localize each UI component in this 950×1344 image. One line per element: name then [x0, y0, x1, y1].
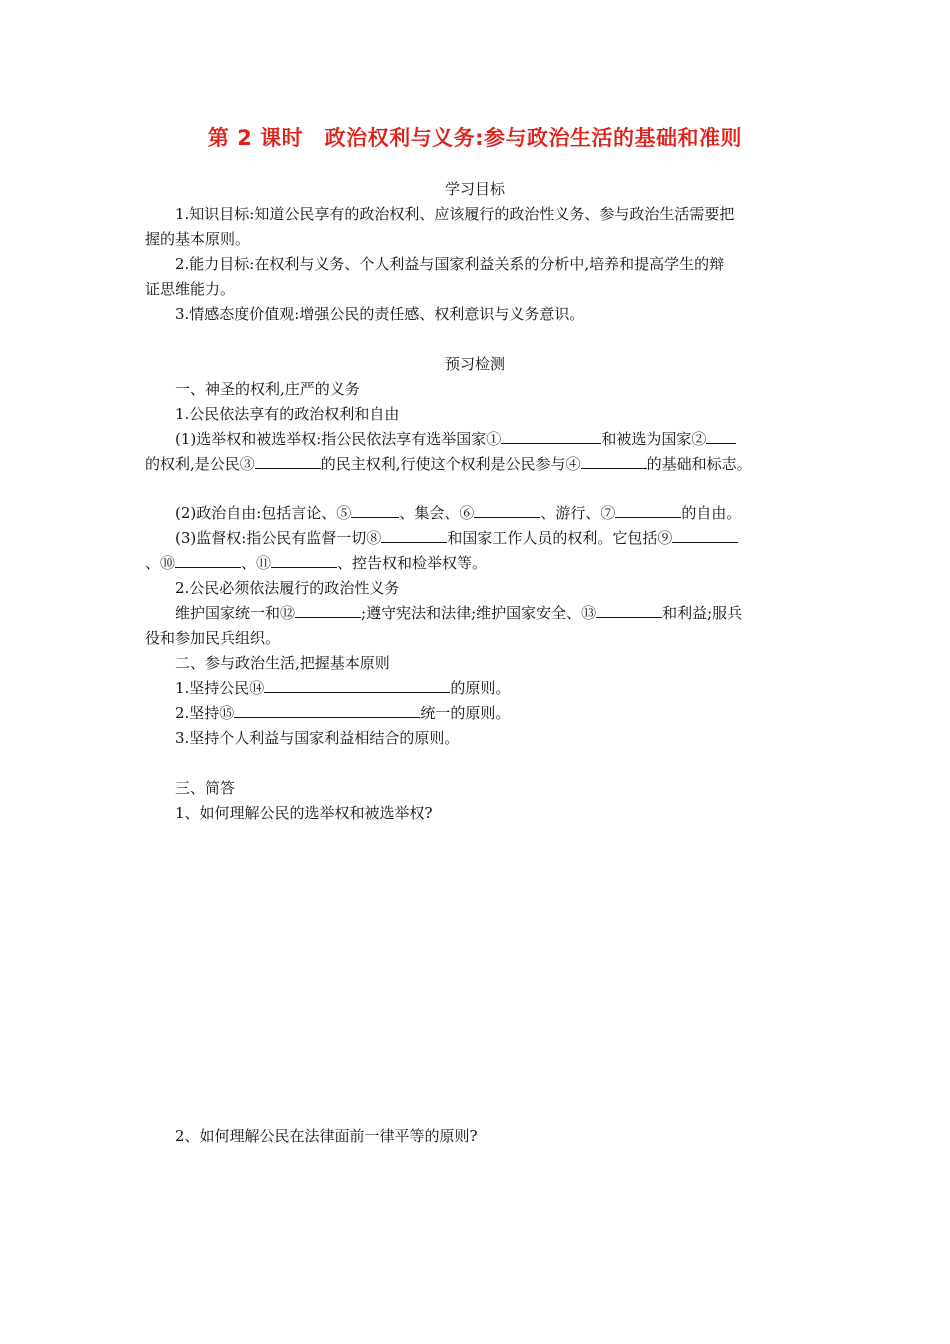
page-title: 第 2 课时 政治权利与义务:参与政治生活的基础和准则 — [207, 126, 743, 150]
question-1-text-b: 和被选为国家② — [601, 430, 707, 448]
blank-8[interactable] — [381, 528, 447, 543]
question-2-text-b: 、集会、⑥ — [399, 504, 475, 522]
blank-12[interactable] — [295, 603, 361, 618]
question-1-text-c: 的权利,是公民③ — [145, 455, 255, 473]
blank-5[interactable] — [351, 503, 399, 518]
principle-2 — [175, 702, 510, 723]
question-4-line-1 — [175, 602, 742, 623]
principle-1-text-a: 1.坚持公民⑭ — [175, 679, 265, 697]
objective-3: 3.情感态度价值观:增强公民的责任感、权利意识与义务意识。 — [175, 305, 585, 323]
question-2-text-a: (2)政治自由:包括言论、⑤ — [175, 504, 352, 522]
question-1-text-a: (1)选举权和被选举权:指公民依法享有选举国家① — [175, 430, 502, 448]
section-1-heading: 一、神圣的权利,庄严的义务 — [175, 380, 360, 398]
objective-1-line-1: 1.知识目标:知道公民享有的政治权利、应该履行的政治性义务、参与政治生活需要把 — [175, 205, 735, 223]
principle-1-text-b: 的原则。 — [450, 679, 511, 697]
question-3-text-d: 、⑪ — [241, 554, 272, 572]
question-2-text-c: 、游行、⑦ — [540, 504, 616, 522]
question-3-text-a: (3)监督权:指公民有监督一切⑧ — [175, 529, 382, 547]
subsection-1-heading: 1.公民依法享有的政治权利和自由 — [175, 405, 400, 423]
blank-4[interactable] — [581, 454, 647, 469]
question-4-text-b: ;遵守宪法和法律;维护国家安全、⑬ — [361, 604, 597, 622]
blank-2[interactable] — [706, 429, 736, 444]
blank-10[interactable] — [175, 553, 241, 568]
question-1-text-e: 的基础和标志。 — [646, 455, 752, 473]
question-3-line-1 — [175, 527, 738, 548]
objectives-heading: 学习目标 — [444, 180, 505, 198]
objective-2-line-1: 2.能力目标:在权利与义务、个人利益与国家利益关系的分析中,培养和提高学生的辩 — [175, 255, 725, 273]
question-1-line-1 — [175, 428, 736, 449]
question-3-text-c: 、⑩ — [145, 554, 176, 572]
blank-1[interactable] — [501, 429, 601, 444]
objective-2-line-2: 证思维能力。 — [145, 280, 236, 298]
blank-3[interactable] — [255, 454, 321, 469]
preview-heading: 预习检测 — [444, 355, 505, 373]
question-2-line — [175, 502, 741, 523]
principle-1 — [175, 677, 510, 698]
principle-2-text-a: 2.坚持⑮ — [175, 704, 235, 722]
blank-9[interactable] — [672, 528, 738, 543]
question-4-line-2: 役和参加民兵组织。 — [145, 629, 281, 647]
short-answer-heading: 三、简答 — [175, 779, 236, 797]
principle-3: 3.坚持个人利益与国家利益相结合的原则。 — [175, 729, 460, 747]
question-4-text-c: 和利益;服兵 — [662, 604, 743, 622]
question-1-text-d: 的民主权利,行使这个权利是公民参与④ — [320, 455, 581, 473]
blank-7[interactable] — [615, 503, 681, 518]
question-3-text-b: 和国家工作人员的权利。它包括⑨ — [447, 529, 673, 547]
subsection-2-heading: 2.公民必须依法履行的政治性义务 — [175, 579, 400, 597]
question-2-text-d: 的自由。 — [681, 504, 742, 522]
question-3-line-2 — [145, 552, 487, 573]
short-answer-question-1: 1、如何理解公民的选举权和被选举权? — [175, 804, 433, 822]
blank-15[interactable] — [234, 703, 420, 718]
question-3-text-e: 、控告权和检举权等。 — [337, 554, 488, 572]
question-4-text-a: 维护国家统一和⑫ — [175, 604, 296, 622]
blank-11[interactable] — [271, 553, 337, 568]
question-1-line-2 — [145, 453, 752, 474]
short-answer-question-2: 2、如何理解公民在法律面前一律平等的原则? — [175, 1127, 478, 1145]
blank-14[interactable] — [264, 678, 450, 693]
principle-2-text-b: 统一的原则。 — [420, 704, 511, 722]
blank-6[interactable] — [474, 503, 540, 518]
objective-1-line-2: 握的基本原则。 — [145, 230, 251, 248]
blank-13[interactable] — [596, 603, 662, 618]
section-2-heading: 二、参与政治生活,把握基本原则 — [175, 654, 390, 672]
